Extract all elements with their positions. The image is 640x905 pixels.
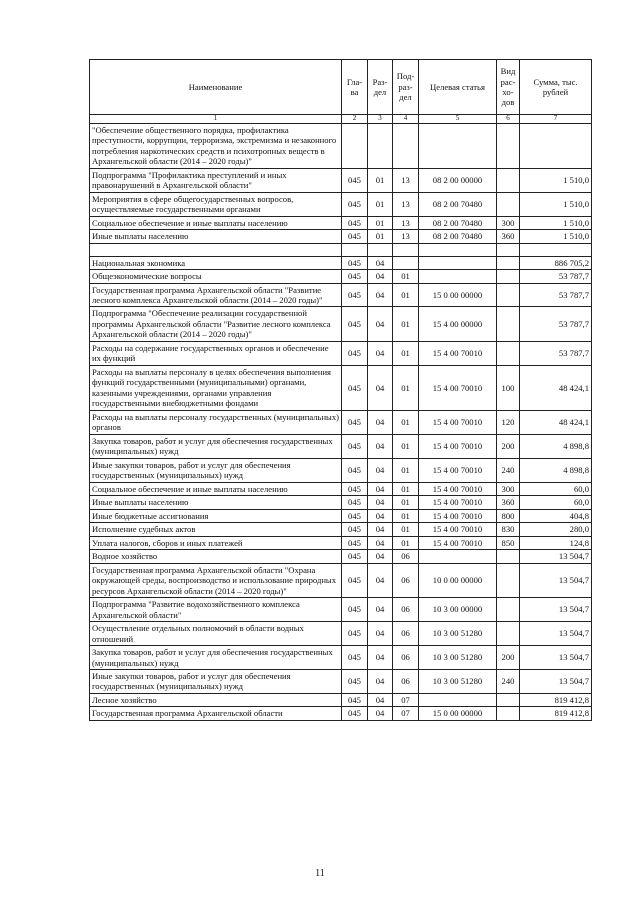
budget-table xyxy=(89,59,592,721)
cell-podrazdel: 01 xyxy=(393,283,419,307)
cell-razdel: 01 xyxy=(368,168,393,192)
cell-sum: 819 412,8 xyxy=(520,707,592,720)
cell-razdel: 04 xyxy=(368,283,393,307)
column-number: 7 xyxy=(520,115,592,124)
cell-podrazdel: 01 xyxy=(393,536,419,549)
cell-article: 15 4 00 70010 xyxy=(419,458,497,482)
cell-vid xyxy=(497,168,520,192)
cell-podrazdel xyxy=(393,256,419,269)
cell-vid xyxy=(497,307,520,341)
cell-glava xyxy=(342,123,368,168)
cell-name: Иные закупки товаров, работ и услуг для обеспечения государственных (муниципальных) нужд xyxy=(90,670,342,694)
cell-name: Закупка товаров, работ и услуг для обеспечения государственных (муниципальных) нужд xyxy=(90,646,342,670)
cell-podrazdel: 06 xyxy=(393,550,419,563)
table-row xyxy=(90,509,592,522)
cell-vid: 200 xyxy=(497,434,520,458)
cell-name: "Обеспечение общественного порядка, профилактика преступности, коррупции, терроризма, экстремизма и незаконного потребления наркотических средств и психотропных веществ в Архангельской области (2014 – 2020 годы)" xyxy=(90,123,342,168)
cell-name: Расходы на выплаты персоналу в целях обеспечения выполнения функций государственными (муниципальными) органами, казенными учреждениями, органами управления государственными внебюджетными фондами xyxy=(90,365,342,410)
table-row xyxy=(90,482,592,495)
cell-sum: 13 504,7 xyxy=(520,646,592,670)
table-row xyxy=(90,523,592,536)
cell-name: Иные выплаты населению xyxy=(90,496,342,509)
cell-sum: 13 504,7 xyxy=(520,670,592,694)
cell-razdel: 04 xyxy=(368,496,393,509)
cell-vid: 360 xyxy=(497,496,520,509)
cell-sum xyxy=(520,243,592,256)
cell-article: 15 4 00 70010 xyxy=(419,482,497,495)
cell-glava xyxy=(342,243,368,256)
cell-vid: 100 xyxy=(497,365,520,410)
cell-podrazdel: 01 xyxy=(393,270,419,283)
cell-name: Подпрограмма "Обеспечение реализации государственной программы Архангельской области "Развитие лесного комплекса Архангельской области (2014 – 2020 годы)" xyxy=(90,307,342,341)
header-podrazdel: Под-раз-дел xyxy=(393,60,419,115)
cell-glava: 045 xyxy=(342,283,368,307)
table-row xyxy=(90,270,592,283)
header-sum: Сумма, тыс. рублей xyxy=(520,60,592,115)
cell-razdel: 04 xyxy=(368,509,393,522)
cell-sum: 1 510,0 xyxy=(520,168,592,192)
cell-article xyxy=(419,550,497,563)
cell-razdel: 04 xyxy=(368,563,393,597)
table-row xyxy=(90,256,592,269)
cell-razdel: 04 xyxy=(368,482,393,495)
column-number: 1 xyxy=(90,115,342,124)
cell-vid xyxy=(497,563,520,597)
cell-podrazdel: 01 xyxy=(393,509,419,522)
cell-sum: 124,8 xyxy=(520,536,592,549)
table-row xyxy=(90,563,592,597)
cell-name: Уплата налогов, сборов и иных платежей xyxy=(90,536,342,549)
cell-vid xyxy=(497,270,520,283)
cell-razdel xyxy=(368,123,393,168)
cell-name xyxy=(90,243,342,256)
table-row xyxy=(90,598,592,622)
cell-glava: 045 xyxy=(342,563,368,597)
cell-article xyxy=(419,693,497,706)
cell-vid: 830 xyxy=(497,523,520,536)
table-row xyxy=(90,646,592,670)
cell-razdel: 04 xyxy=(368,707,393,720)
cell-podrazdel: 07 xyxy=(393,693,419,706)
cell-glava: 045 xyxy=(342,482,368,495)
cell-razdel: 01 xyxy=(368,192,393,216)
cell-name: Иные выплаты населению xyxy=(90,230,342,243)
cell-article xyxy=(419,123,497,168)
cell-glava: 045 xyxy=(342,693,368,706)
cell-name: Расходы на выплаты персоналу государственных (муниципальных) органов xyxy=(90,410,342,434)
column-number: 6 xyxy=(497,115,520,124)
cell-name: Общеэкономические вопросы xyxy=(90,270,342,283)
table-body xyxy=(90,123,592,720)
header-row xyxy=(90,60,592,115)
cell-sum: 60,0 xyxy=(520,496,592,509)
cell-glava: 045 xyxy=(342,307,368,341)
cell-vid xyxy=(497,123,520,168)
table-row xyxy=(90,283,592,307)
cell-glava: 045 xyxy=(342,536,368,549)
table-row xyxy=(90,693,592,706)
cell-podrazdel: 13 xyxy=(393,216,419,229)
cell-glava: 045 xyxy=(342,622,368,646)
column-number-row xyxy=(90,115,592,124)
cell-name: Подпрограмма "Развитие водохозяйственного комплекса Архангельской области" xyxy=(90,598,342,622)
cell-name: Подпрограмма "Профилактика преступлений и иных правонарушений в Архангельской области" xyxy=(90,168,342,192)
cell-vid: 300 xyxy=(497,216,520,229)
cell-article: 10 3 00 51280 xyxy=(419,646,497,670)
cell-vid xyxy=(497,693,520,706)
cell-vid: 300 xyxy=(497,482,520,495)
cell-name: Иные бюджетные ассигнования xyxy=(90,509,342,522)
cell-article: 08 2 00 70480 xyxy=(419,192,497,216)
cell-glava: 045 xyxy=(342,216,368,229)
cell-name: Закупка товаров, работ и услуг для обеспечения государственных (муниципальных) нужд xyxy=(90,434,342,458)
cell-article: 15 4 00 70010 xyxy=(419,434,497,458)
cell-name: Социальное обеспечение и иные выплаты населению xyxy=(90,482,342,495)
cell-podrazdel: 01 xyxy=(393,496,419,509)
cell-article: 15 4 00 70010 xyxy=(419,509,497,522)
cell-podrazdel: 13 xyxy=(393,230,419,243)
header-glava: Гла-ва xyxy=(342,60,368,115)
cell-sum xyxy=(520,123,592,168)
cell-razdel xyxy=(368,243,393,256)
cell-podrazdel: 01 xyxy=(393,410,419,434)
cell-vid: 240 xyxy=(497,670,520,694)
cell-article: 15 4 00 70010 xyxy=(419,496,497,509)
cell-sum: 4 898,8 xyxy=(520,434,592,458)
cell-name: Иные закупки товаров, работ и услуг для обеспечения государственных (муниципальных) нужд xyxy=(90,458,342,482)
table-row xyxy=(90,496,592,509)
cell-article: 08 2 00 70480 xyxy=(419,216,497,229)
cell-sum: 53 787,7 xyxy=(520,341,592,365)
cell-razdel: 04 xyxy=(368,693,393,706)
cell-sum: 13 504,7 xyxy=(520,622,592,646)
cell-article: 15 4 00 70010 xyxy=(419,410,497,434)
cell-sum: 53 787,7 xyxy=(520,307,592,341)
cell-podrazdel: 13 xyxy=(393,192,419,216)
cell-name: Исполнение судебных актов xyxy=(90,523,342,536)
cell-sum: 819 412,8 xyxy=(520,693,592,706)
cell-vid: 120 xyxy=(497,410,520,434)
cell-vid xyxy=(497,283,520,307)
cell-sum: 13 504,7 xyxy=(520,598,592,622)
cell-podrazdel xyxy=(393,123,419,168)
cell-sum: 13 504,7 xyxy=(520,563,592,597)
table-row xyxy=(90,216,592,229)
cell-article: 15 0 00 00000 xyxy=(419,707,497,720)
cell-glava: 045 xyxy=(342,410,368,434)
column-number: 4 xyxy=(393,115,419,124)
table-row xyxy=(90,707,592,720)
cell-vid: 800 xyxy=(497,509,520,522)
cell-glava: 045 xyxy=(342,270,368,283)
cell-name: Государственная программа Архангельской области xyxy=(90,707,342,720)
cell-razdel: 04 xyxy=(368,523,393,536)
cell-glava: 045 xyxy=(342,550,368,563)
cell-name: Мероприятия в сфере общегосударственных вопросов, осуществляемые государственными органами xyxy=(90,192,342,216)
table-row xyxy=(90,670,592,694)
table-row xyxy=(90,434,592,458)
table-row xyxy=(90,622,592,646)
cell-vid xyxy=(497,598,520,622)
cell-glava: 045 xyxy=(342,598,368,622)
cell-article xyxy=(419,243,497,256)
table-row xyxy=(90,192,592,216)
cell-razdel: 04 xyxy=(368,365,393,410)
cell-name: Лесное хозяйство xyxy=(90,693,342,706)
cell-podrazdel: 01 xyxy=(393,482,419,495)
cell-razdel: 04 xyxy=(368,598,393,622)
table-row xyxy=(90,341,592,365)
cell-glava: 045 xyxy=(342,523,368,536)
cell-glava: 045 xyxy=(342,496,368,509)
cell-vid: 240 xyxy=(497,458,520,482)
cell-vid xyxy=(497,256,520,269)
cell-glava: 045 xyxy=(342,192,368,216)
cell-razdel: 04 xyxy=(368,307,393,341)
cell-sum: 1 510,0 xyxy=(520,216,592,229)
cell-name: Осуществление отдельных полномочий в области водных отношений xyxy=(90,622,342,646)
cell-razdel: 04 xyxy=(368,536,393,549)
cell-vid: 200 xyxy=(497,646,520,670)
cell-name: Водное хозяйство xyxy=(90,550,342,563)
cell-sum: 280,0 xyxy=(520,523,592,536)
cell-article: 15 4 00 00000 xyxy=(419,307,497,341)
cell-podrazdel: 01 xyxy=(393,341,419,365)
header-name: Наименование xyxy=(90,60,342,115)
header-vid: Вид рас-хо-дов xyxy=(497,60,520,115)
column-number: 5 xyxy=(419,115,497,124)
cell-razdel: 04 xyxy=(368,434,393,458)
cell-razdel: 04 xyxy=(368,341,393,365)
cell-article: 15 4 00 70010 xyxy=(419,341,497,365)
column-number: 2 xyxy=(342,115,368,124)
cell-article: 10 3 00 51280 xyxy=(419,670,497,694)
cell-podrazdel: 01 xyxy=(393,523,419,536)
table-row xyxy=(90,550,592,563)
cell-vid xyxy=(497,707,520,720)
cell-razdel: 04 xyxy=(368,646,393,670)
cell-razdel: 04 xyxy=(368,622,393,646)
cell-razdel: 04 xyxy=(368,270,393,283)
cell-razdel: 04 xyxy=(368,458,393,482)
cell-podrazdel: 13 xyxy=(393,168,419,192)
cell-glava: 045 xyxy=(342,365,368,410)
cell-razdel: 04 xyxy=(368,410,393,434)
cell-podrazdel: 06 xyxy=(393,646,419,670)
cell-article: 08 2 00 00000 xyxy=(419,168,497,192)
cell-vid xyxy=(497,550,520,563)
cell-glava: 045 xyxy=(342,707,368,720)
cell-razdel: 01 xyxy=(368,216,393,229)
cell-podrazdel: 01 xyxy=(393,365,419,410)
cell-sum: 4 898,8 xyxy=(520,458,592,482)
cell-sum: 53 787,7 xyxy=(520,283,592,307)
table-row xyxy=(90,410,592,434)
cell-name: Национальная экономика xyxy=(90,256,342,269)
cell-vid xyxy=(497,622,520,646)
cell-vid: 360 xyxy=(497,230,520,243)
cell-glava: 045 xyxy=(342,509,368,522)
cell-glava: 045 xyxy=(342,646,368,670)
cell-article: 10 0 00 00000 xyxy=(419,563,497,597)
cell-glava: 045 xyxy=(342,670,368,694)
table-row xyxy=(90,230,592,243)
cell-podrazdel: 06 xyxy=(393,670,419,694)
cell-razdel: 04 xyxy=(368,670,393,694)
header-razdel: Раз-дел xyxy=(368,60,393,115)
cell-article xyxy=(419,256,497,269)
cell-glava: 045 xyxy=(342,168,368,192)
cell-podrazdel: 01 xyxy=(393,307,419,341)
page-number: 11 xyxy=(315,868,325,879)
cell-podrazdel xyxy=(393,243,419,256)
table-row xyxy=(90,123,592,168)
cell-article: 10 3 00 00000 xyxy=(419,598,497,622)
cell-article xyxy=(419,270,497,283)
cell-podrazdel: 01 xyxy=(393,434,419,458)
table-row xyxy=(90,365,592,410)
cell-article: 10 3 00 51280 xyxy=(419,622,497,646)
cell-name: Государственная программа Архангельской области "Охрана окружающей среды, воспроизводство и использование природных ресурсов Архангельской области (2014 – 2020 годы)" xyxy=(90,563,342,597)
cell-sum: 404,8 xyxy=(520,509,592,522)
cell-article: 15 4 00 70010 xyxy=(419,536,497,549)
cell-razdel: 04 xyxy=(368,550,393,563)
cell-sum: 60,0 xyxy=(520,482,592,495)
cell-article: 08 2 00 70480 xyxy=(419,230,497,243)
cell-sum: 1 510,0 xyxy=(520,230,592,243)
cell-article: 15 0 00 00000 xyxy=(419,283,497,307)
cell-vid xyxy=(497,243,520,256)
table-row xyxy=(90,458,592,482)
cell-sum: 48 424,1 xyxy=(520,365,592,410)
table-row xyxy=(90,307,592,341)
cell-sum: 53 787,7 xyxy=(520,270,592,283)
cell-glava: 045 xyxy=(342,256,368,269)
cell-name: Расходы на содержание государственных органов и обеспечение их функций xyxy=(90,341,342,365)
cell-razdel: 01 xyxy=(368,230,393,243)
cell-podrazdel: 07 xyxy=(393,707,419,720)
cell-glava: 045 xyxy=(342,434,368,458)
cell-name: Социальное обеспечение и иные выплаты населению xyxy=(90,216,342,229)
cell-podrazdel: 06 xyxy=(393,563,419,597)
cell-podrazdel: 06 xyxy=(393,622,419,646)
cell-article: 15 4 00 70010 xyxy=(419,365,497,410)
cell-vid xyxy=(497,341,520,365)
cell-name: Государственная программа Архангельской области "Развитие лесного комплекса Архангельской области (2014 – 2020 годы)" xyxy=(90,283,342,307)
column-number: 3 xyxy=(368,115,393,124)
cell-razdel: 04 xyxy=(368,256,393,269)
cell-glava: 045 xyxy=(342,458,368,482)
header-article: Целевая статья xyxy=(419,60,497,115)
table-row xyxy=(90,536,592,549)
cell-sum: 13 504,7 xyxy=(520,550,592,563)
cell-article: 15 4 00 70010 xyxy=(419,523,497,536)
cell-sum: 886 705,2 xyxy=(520,256,592,269)
table-row xyxy=(90,168,592,192)
cell-glava: 045 xyxy=(342,341,368,365)
cell-podrazdel: 01 xyxy=(393,458,419,482)
cell-sum: 1 510,0 xyxy=(520,192,592,216)
table-row xyxy=(90,243,592,256)
cell-podrazdel: 06 xyxy=(393,598,419,622)
cell-sum: 48 424,1 xyxy=(520,410,592,434)
cell-vid xyxy=(497,192,520,216)
cell-glava: 045 xyxy=(342,230,368,243)
cell-vid: 850 xyxy=(497,536,520,549)
